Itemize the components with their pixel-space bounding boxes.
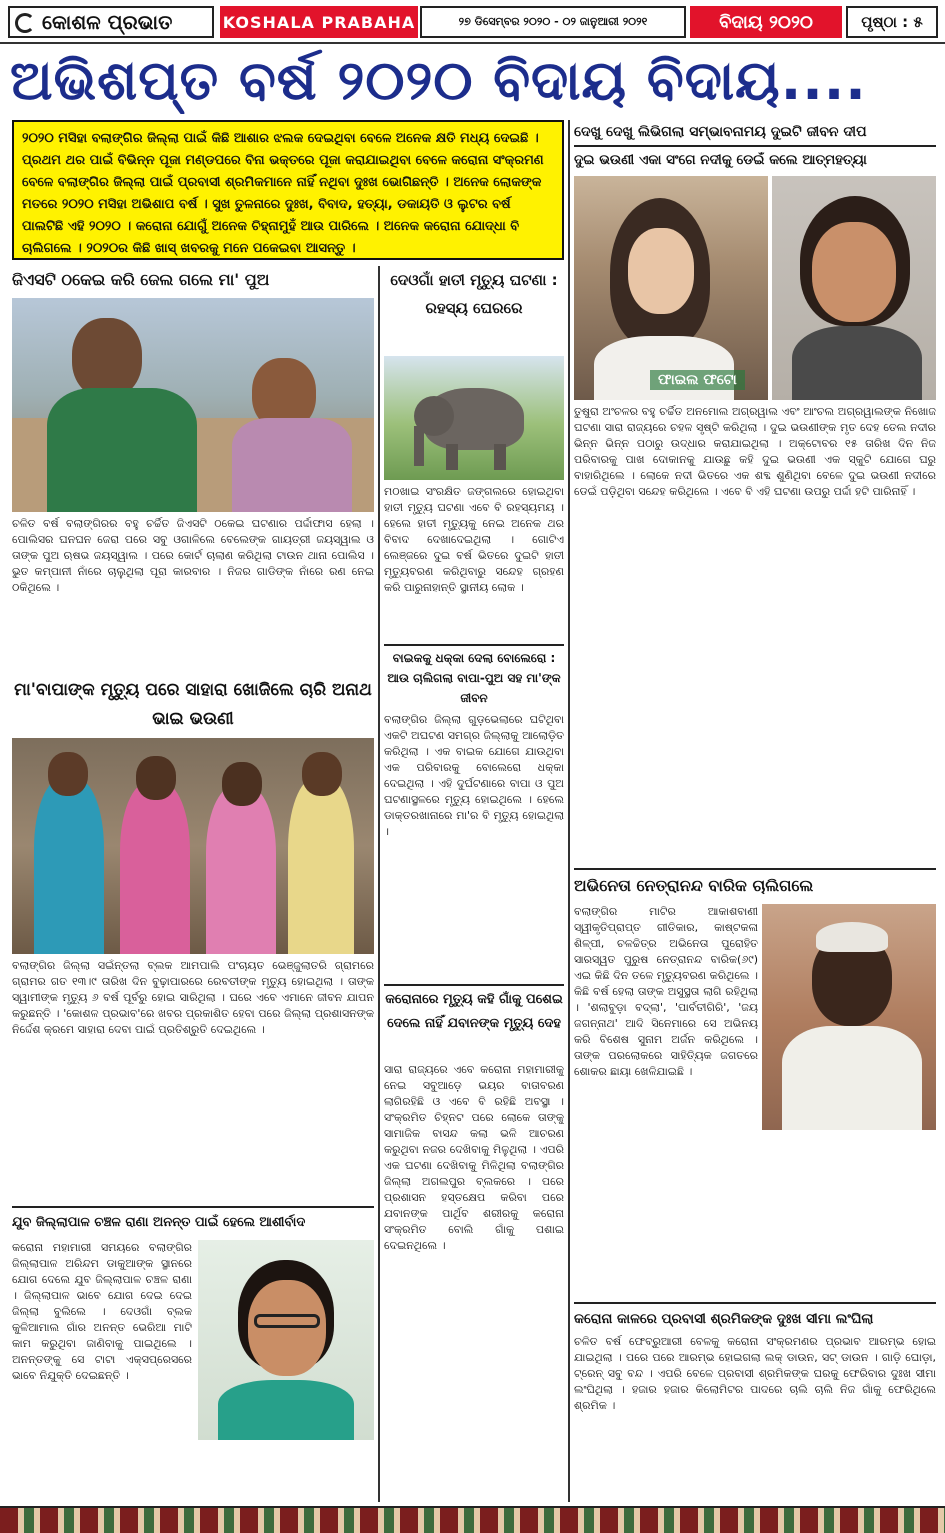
sisters-story-body: ତୁଷୁରା ଅଂଚଳର ବହୁ ଚର୍ଚ୍ଚିତ ଅନମୋଲ ଅଗ୍ରୱାଲ ଏବଂ ଆଂଚଲ ଅଗ୍ରୱାଲଙ୍କ ନିଖୋଜ ଘଟଣା ସାରା ରାଜ୍ୟରେ ଚହଳ ସୃଷ୍ଟି କରିଥିଲା । ଦୁଇ ଭଉଣୀଙ୍କ ମୃତ ଦେହ ତେଲ ନଦୀର ଭିନ୍ନ ଭିନ୍ନ ପଠାରୁ ଉଦ୍ଧାର କରାଯାଇଥିଲା । ଅକ୍ଟୋବର ୧୫ ତାରିଖ ଦିନ ନିଜ ପରିବାରକୁ ପାଖ ଦୋକାନକୁ ଯାଉଛୁ କହି ଦୁଇ ଭଉଣୀ ଏକ ସ୍କୁଟି ଯୋଗେ ଘରୁ ବାହାରିଥିଲେ । ଲୋକେ ନଦୀ ଭିତରେ ଏକ ଶବ୍ଦ ଶୁଣିଥିବା ବେଳେ ଦୁଇ ଭଉଣୀ ନଦୀରେ ଡେଇଁ ପଡ଼ିଥିବା ସନ୍ଦେହ କରିଥିଲେ । ଏବେ ବି ଏହି ଘଟଣା ଉପରୁ ପର୍ଦ୍ଦା ହଟି ପାରିନାହିଁ । — [574, 405, 936, 498]
masthead — [0, 0, 945, 44]
divider — [574, 145, 936, 147]
orphans-story-body: ବଲାଙ୍ଗିର ଜିଲ୍ଲା ସଇଁନ୍ତଲା ବ୍ଲକ ଆମପାଲି ପଂଚାୟତ ଭେଞ୍ଜୁଲାତରି ଗ୍ରାମରେ ଗ୍ରାମର ଗତ ୧୩।୯ ତାରିଖ ଦିନ ବୁଢ଼ାପାରରେ ରେବତୀଙ୍କ ମୃତ୍ୟୁ ହୋଇଥିଲା । ତାଙ୍କ ସ୍ୱାମୀଙ୍କ ମୃତ୍ୟୁ ୬ ବର୍ଷ ପୂର୍ବରୁ ହୋଇ ସାରିଥିଲା । ଘରେ ଏବେ ଏମାନେ ଜୀବନ ଯାପନ କରୁଛନ୍ତି । 'କୋଶଳ ପ୍ରଭାବ'ରେ ଖବର ପ୍ରକାଶିତ ହେବା ପରେ ଜିଲ୍ଲା ପ୍ରଶାସନଙ୍କ ନିର୍ଦ୍ଦେଶ କ୍ରମେ ସାହାରା ଦେବା ପାଇଁ ପ୍ରତିଶ୍ରୁତି ଦେଇଥିଲେ । — [12, 959, 374, 1036]
photo-orphan-siblings — [12, 738, 374, 954]
logo-text: କୋଶଳ ପ୍ରଭାତ — [42, 10, 173, 34]
actor-story-body: ବଲାଙ୍ଗିର ମାଟିର ଆକାଶବାଣୀ ସ୍ୱୀକୃତିପ୍ରାପ୍ତ ଗୀତିକାର, କାଷ୍ଟକଳା ଶିଳ୍ପୀ, ଚଳଚ୍ଚିତ୍ର ଅଭିନେତା ପୁରୋହିତ ସାରସ୍ୱତ ପୁରୁଷ ନେତ୍ରାନନ୍ଦ ବାରିକ(୬୯) ଏଇ କିଛି ଦିନ ତଳେ ମୃତ୍ୟୁବରଣ କରିଥିଲେ । କିଛି ବର୍ଷ ହେଲା ତାଙ୍କ ଅସୁସ୍ଥତା ଲାଗି ରହିଥିଲା । 'ଶଲାବୁଡ଼ା ବଦ୍ଲା', 'ପାର୍ବତୀଗିରି', 'ଜୟ ଜଗନ୍ନାଥ' ଆଦି ସିନେମାରେ ସେ ଅଭିନୟ କରି ବିଶେଷ ସୁନାମ ଅର୍ଜନ କରିଥିଲେ । ତାଙ୍କ ପରଲୋକରେ ସାହିତ୍ୟିକ ଜଗତରେ ଶୋକର ଛାୟା ଖେଳିଯାଇଛି । — [574, 905, 758, 1078]
divider — [384, 644, 564, 646]
section-label: ବିଦାୟ ୨୦୨୦ — [690, 6, 842, 38]
photo-elephant — [384, 356, 564, 480]
divider — [12, 1206, 374, 1208]
column-rule — [568, 120, 570, 1502]
actor-headline: ଅଭିନେତା ନେତ୍ରାନନ୍ଦ ବାରିକ ଚାଲିଗଲେ — [574, 876, 814, 895]
bike-accident-headline: ବାଇକକୁ ଧକ୍କା ଦେଲା ବୋଲେରୋ : ଆଉ ଚାଲିଗଲା ବାପା-ପୁଅ ସହ ମା'ଙ୍କ ଜୀବନ — [387, 651, 561, 705]
migrants-story-body: ଚଳିତ ବର୍ଷ ଫେବ୍ରୁଆରୀ ବେଳକୁ କରୋନା ସଂକ୍ରମଣର ପ୍ରଭାବ ଆରମ୍ଭ ହୋଇ ଯାଇଥିଲା । ପରେ ପରେ ଆରମ୍ଭ ହୋଇଗଲା ଲକ୍ ଡାଉନ, ସଟ୍ ଡାଉନ । ଗାଡ଼ି ଘୋଡ଼ା, ଟ୍ରେନ୍ ସବୁ ବନ୍ଦ । ଏପରି ବେଳେ ପ୍ରବାସୀ ଶ୍ରମିକଙ୍କ ଘରକୁ ଫେରିବାର ଦୁଃଖ ସୀମା ଲଂଘିଥିଲା । ହଜାର ହଜାର କିଲୋମିଟର ପାଦରେ ଚାଲି ଚାଲି ନିଜ ଗାଁକୁ ଫେରିଥିଲେ ଶ୍ରମିକ । — [574, 1335, 936, 1412]
sisters-headline: ଦୁଇ ଭଉଣୀ ଏକା ସଂଗେ ନଦୀକୁ ଡେଇଁ କଲେ ଆତ୍ମହତ୍ୟା — [574, 152, 867, 168]
photo-mother-son — [12, 298, 374, 512]
logo-swirl-icon — [15, 13, 35, 33]
newspaper-name: KOSHALA PRABAHA — [220, 6, 418, 38]
gst-headline: ଜିଏସଟି ଠକେଇ କରି ଜେଲ ଗଲେ ମା' ପୁଅ — [12, 270, 270, 289]
photo-sister-2 — [772, 176, 936, 400]
column-rule — [378, 266, 380, 1502]
divider — [574, 1302, 936, 1304]
covid-death-headline: କରୋନାରେ ମୃତ୍ୟୁ କହି ଗାଁକୁ ପଶେଇ ଦେଲେ ନାହିଁ ଯବାନଙ୍କ ମୃତ୍ୟୁ ଦେହ — [385, 992, 563, 1031]
divider — [574, 868, 936, 870]
collector-story-body: କରୋନା ମହାମାରୀ ସମୟରେ ବଲାଙ୍ଗିର ଜିଲ୍ଲାପାଳ ଅରିନ୍ଦମ ଡାକୁଆଙ୍କ ସ୍ଥାନରେ ଯୋଗ ଦେଲେ ଯୁବ ଜିଲ୍ଲାପାଳ ଚଞ୍ଚଳ ରାଣା । ଜିଲ୍ଲାପାଳ ଭାବେ ଯୋଗ ଦେଇ ଦେଇ ଜିଲ୍ଲା ବୁଲିଲେ । ଦେଓଗାଁ ବ୍ଲକ କୁଳିଆମାଲ ଗାଁର ଅନନ୍ତ ଭେରିଆ ମାଟି କାମ କରୁଥିବା ଜାଣିବାକୁ ପାଇଥିଲେ । ଅନନ୍ତଙ୍କୁ ସେ ଟାଟା ଏକ୍ସପ୍ରେସରେ ଭାବେ ନିଯୁକ୍ତି ଦେଇଛନ୍ତି । — [12, 1241, 192, 1382]
migrants-headline: କରୋନା କାଳରେ ପ୍ରବାସୀ ଶ୍ରମିକଙ୍କ ଦୁଃଖ ସୀମା ଲଂଘିଲା — [574, 1311, 874, 1327]
issue-date-range: ୨୭ ଡିସେମ୍ବର ୨୦୨୦ - ୦୨ ଜାନୁଆରୀ ୨୦୨୧ — [420, 6, 686, 38]
collector-headline: ଯୁବ ଜିଲ୍ଲାପାଳ ଚଞ୍ଚଳ ରାଣା ଅନନ୍ତ ପାଇଁ ହେଲେ ଆଶୀର୍ବାଦ — [12, 1215, 306, 1230]
collector-story-body-end — [198, 1444, 374, 1502]
bike-accident-body: ବଲାଙ୍ଗିର ଜିଲ୍ଲା ଗୁଡ଼ଭେଲାରେ ଘଟିଥିବା ଏକଟି ଅଘଟଣ ସମଗ୍ର ଜିଲ୍ଲାକୁ ଆଲୋଡ଼ିତ କରିଥିଲା । ଏକ ବାଇକ ଯୋଗେ ଯାଉଥିବା ଏକ ପରିବାରକୁ ବୋଲେରୋ ଧକ୍କା ଦେଇଥିଲା । ଏହି ଦୁର୍ଘଟଣାରେ ବାପା ଓ ପୁଅ ଘଟଣାସ୍ଥଳରେ ମୃତ୍ୟୁ ହୋଇଥିଲେ । ହେଲେ ଡାକ୍ତରଖାନାରେ ମା'ର ବି ମୃତ୍ୟୁ ହୋଇଥିଲା । — [384, 713, 564, 838]
divider — [384, 984, 564, 986]
newspaper-logo — [8, 6, 214, 38]
actor-story-body-continued — [574, 1132, 936, 1298]
page-headline: ଅଭିଶପ୍ତ ବର୍ଷ ୨୦୨୦ ବିଦାୟ ବିଦାୟ.... — [10, 49, 867, 112]
photo-actor — [762, 904, 936, 1130]
orphans-headline: ମା'ବାପାଙ୍କ ମୃତ୍ୟୁ ପରେ ସାହାରା ଖୋଜିଲେ ଚାରି ଅନାଥ ଭାଇ ଭଉଣୀ — [14, 680, 372, 729]
sisters-kicker: ଦେଖୁ ଦେଖୁ ଲିଭିଗଲା ସମ୍ଭାବନାମୟ ଦୁଇଟି ଜୀବନ ଦୀପ — [574, 124, 867, 140]
photo-caption-file-photo: ଫାଇଲ ଫଟୋ — [650, 370, 745, 390]
photo-sister-1 — [574, 176, 768, 400]
gst-story-body: ଚଳିତ ବର୍ଷ ବଲାଙ୍ଗିରର ବହୁ ଚର୍ଚ୍ଚିତ ଜିଏସଟି ଠକେଇ ଘଟଣାର ପର୍ଦ୍ଦାଫାସ ହେଲା । ପୋଲିସର ଘନଘନ ଜେରା ପରେ ସବୁ ଓଗାଳିଲେ ବେଲେଙ୍କ ଗାୟତ୍ରୀ ଜୟସ୍ୱାଲ ଓ ତାଙ୍କ ପୁଅ ଋଷଭ ଜୟସ୍ୱାଲ । ପରେ କୋର୍ଟ ଚାଲାଣ କରିଥିଲା ଟାଉନ ଥାନା ପୋଲିସ । ଭୁତ କମ୍ପାନୀ ନାଁରେ ଚାଲୁଥିଲା ପୂରା କାରବାର । ନିଜର ଗାଡିଙ୍କ ନାଁରେ ରଣ ନେଇ ଠକିଥିଲେ । — [12, 517, 374, 594]
photo-collector — [198, 1240, 374, 1440]
covid-death-body: ସାରା ରାଜ୍ୟରେ ଏବେ କରୋନା ମହାମାରୀକୁ ନେଇ ସବୁଆଡ଼େ ଭୟର ବାତାବରଣ ଲାଗିରହିଛି ଓ ଏବେ ବି ରହିଛି ଅବସ୍ଥା । ସଂକ୍ରମିତ ଚିହ୍ନଟ ପରେ ଲୋକେ ତାଙ୍କୁ ସାମାଜିକ ବାସନ୍ଦ କଲା ଭଳି ଆଚରଣ କରୁଥିବା ନଜର ଦେଖିବାକୁ ମିଳୁଥିଲା । ଏପରି ଏକ ଘଟଣା ଦେଖିବାକୁ ମିଳିଥିଲା ବଲାଙ୍ଗିର ଜିଲ୍ଲା ଅଗଲପୁର ବ୍ଲକରେ । ପରେ ପ୍ରଶାସନ ହସ୍ତକ୍ଷେପ କରିବା ପରେ ଯବାନଙ୍କ ପାର୍ଥିବ ଶରୀରକୁ କରୋନା ସଂକ୍ରମିତ ବୋଲି ଗାଁକୁ ପଶାଇ ଦେଇନଥିଲେ । — [384, 1063, 564, 1252]
elephant-headline: ଦେଓଗାଁ ହାତୀ ମୃତ୍ୟୁ ଘଟଣା : ରହସ୍ୟ ଘେରରେ — [390, 271, 558, 317]
elephant-story-body: ମଠଖାଇ ସଂରକ୍ଷିତ ଜଙ୍ଗଲରେ ହୋଇଥିବା ହାତୀ ମୃତ୍ୟୁ ଘଟଣା ଏବେ ବି ରହସ୍ୟମୟ । ହେଲେ ହାତୀ ମୃତ୍ୟୁକୁ ନେଇ ଅନେକ ଥର ବିବାଦ ଦେଖାଦେଇଥିଲା । ଗୋଟିଏ ଲେଞ୍ଜରେ ଦୁଇ ବର୍ଷ ଭିତରେ ଦୁଇଟି ହାତୀ ମୃତ୍ୟୁବରଣ କରିଥିବାରୁ ସନ୍ଦେହ ଗ୍ରହଣ କରି ପାରୁନାହାନ୍ତି ସ୍ଥାନୀୟ ଲୋକ । — [384, 485, 564, 594]
decorative-footer-border — [0, 1506, 945, 1533]
intro-summary-box: ୨୦୨୦ ମସିହା ବଲାଙ୍ଗିର ଜିଲ୍ଲା ପାଇଁ କିଛି ଆଶାର ଝଲକ ଦେଇଥିବା ବେଳେ ଅନେକ କ୍ଷତି ମଧ୍ୟ ଦେଇଛି । ପ୍ରଥମ ଥର ପାଇଁ ବିଭିନ୍ନ ପୂଜା ମଣ୍ଡପରେ ବିନା ଭକ୍ତରେ ପୂଜା କରାଯାଇଥିବା ବେଳେ କରୋନା ସଂକ୍ରମଣ ବେଳେ ବଲାଙ୍ଗିର ଜିଲ୍ଲା ପାଇଁ ପ୍ରବାସୀ ଶ୍ରମିକମାନେ ନାହିଁ ନଥିବା ଦୁଃଖ ଭୋଗିଛନ୍ତି । ଅନେକ ଲୋକଙ୍କ ମତରେ ୨୦୨୦ ମସିହା ଅଭିଶାପ ବର୍ଷ । ସୁଖ ତୁଳନାରେ ଦୁଃଖ, ବିବାଦ, ହତ୍ୟା, ଡକାୟତି ଓ ଲୁଟର ବର୍ଷ ପାଲଟିଛି ଏହି ୨୦୨୦ । କରୋନା ଯୋଗୁଁ ଅନେକ ଚିହ୍ନାମୁହଁ ଆଉ ପାରିଲେ । ଅନେକ କରୋନା ଯୋଦ୍ଧା ବି ଚାଲିଗଲେ । ୨୦୨୦ର କିଛି ଖାସ୍ ଖବରକୁ ମନେ ପକେଇବା ଆସନ୍ତୁ । — [12, 120, 564, 260]
page-number: ପୃଷ୍ଠା : ୫ — [846, 6, 938, 38]
